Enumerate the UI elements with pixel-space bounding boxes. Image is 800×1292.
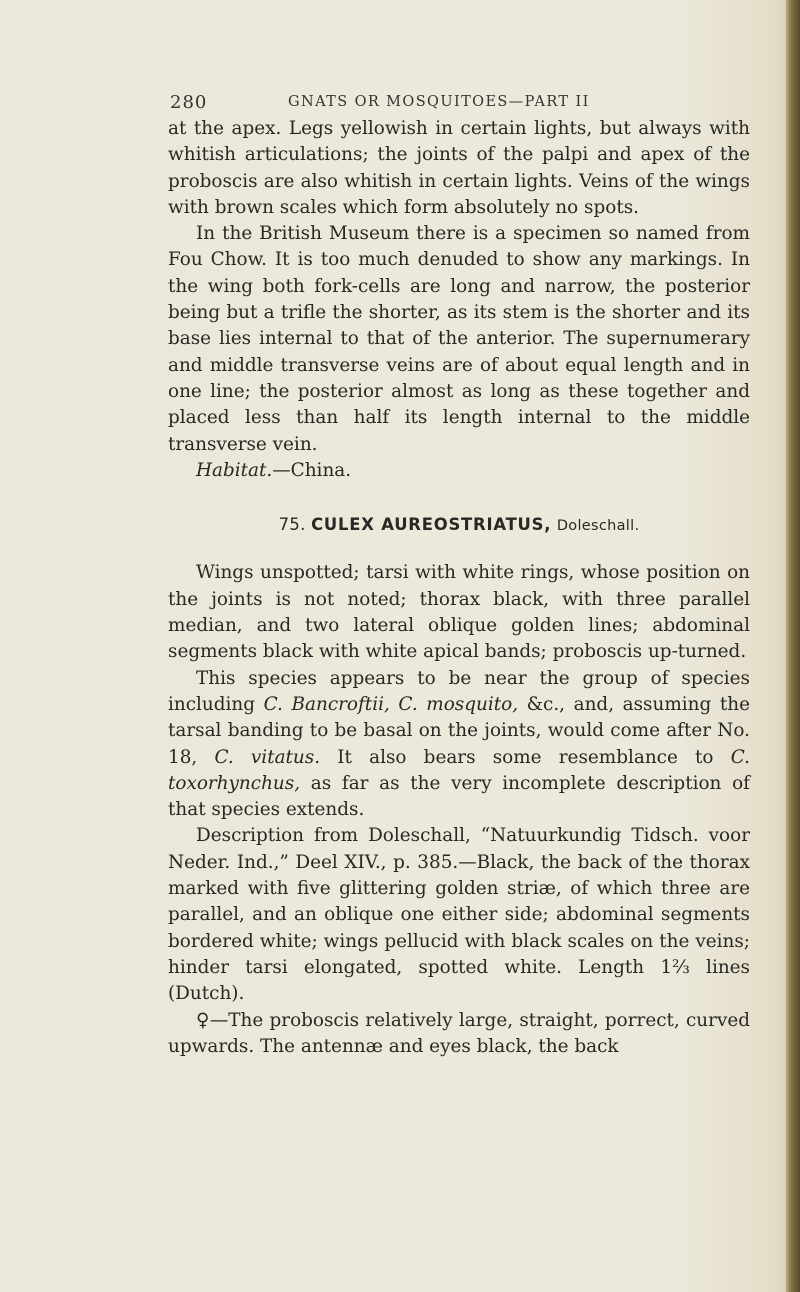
text-run: as far as the very incomplete description of that species extends. bbox=[168, 772, 750, 821]
paragraph: Wings unspotted; tarsi with white rings, whose position on the joints is not noted; thorax black, with three parallel median, and two lateral oblique golden lines; abdominal segments black with white apical bands; proboscis up-turned. bbox=[168, 562, 750, 663]
species-ref: C. Bancroftii, C. mosquito, bbox=[263, 693, 519, 715]
species-name: CULEX AUREOSTRIATUS, bbox=[311, 515, 552, 535]
species-author: Doleschall. bbox=[556, 518, 640, 535]
paragraph: In the British Museum there is a specimen so named from Fou Chow. It is too much denuded to show any markings. In the wing both fork-cells are long and narrow, the posterior being but a trifle the shorter, as its stem is the shorter and its base lies internal to that of the anterior. The supernumerary and middle transverse veins are of about equal length and in one line; the posterior almost as long as these together and placed less than half its length internal to the middle transverse vein. bbox=[168, 223, 750, 455]
species-heading bbox=[168, 512, 750, 539]
page-edge bbox=[786, 0, 800, 1292]
species-ref: C. vitatus. bbox=[214, 746, 321, 768]
body-text bbox=[168, 116, 750, 1060]
text-run: It also bears some resemblance to bbox=[320, 746, 731, 768]
species-ref: C. toxorhynchus, bbox=[168, 746, 750, 794]
running-head: GNATS OR MOSQUITOES—PART II bbox=[288, 94, 590, 110]
text-run: &c., and, assuming the tarsal banding to be basal on the joints, would come after No. 18, bbox=[168, 693, 751, 768]
habitat-label: Habitat. bbox=[196, 459, 273, 481]
text-run: This species appears to be near the group of species including bbox=[168, 667, 750, 715]
paragraph: at the apex. Legs yellowish in certain lights, but always with whitish articulations; the joints of the palpi and apex of the proboscis are also whitish in certain lights. Veins of the wings with brown scales which form absolutely no spots. bbox=[168, 118, 750, 218]
habitat-paragraph bbox=[168, 458, 750, 484]
paragraph: ♀—The proboscis relatively large, straight, porrect, curved upwards. The antennæ and eyes black, the back bbox=[168, 1009, 750, 1057]
paragraph bbox=[168, 666, 750, 824]
paragraph: Description from Doleschall, “Natuurkundig Tidsch. voor Neder. Ind.,” Deel XIV., p. 385.—Black, the back of the thorax marked with five glittering golden striæ, of which three are parallel, and an oblique one either side; abdominal segments bordered white; wings pellucid with black scales on the veins; hinder tarsi elongated, spotted white. Length 1⅔ lines (Dutch). bbox=[168, 825, 750, 1005]
habitat-value: —China. bbox=[272, 459, 352, 481]
species-number: 75. bbox=[278, 515, 306, 535]
page-number: 280 bbox=[170, 92, 208, 113]
